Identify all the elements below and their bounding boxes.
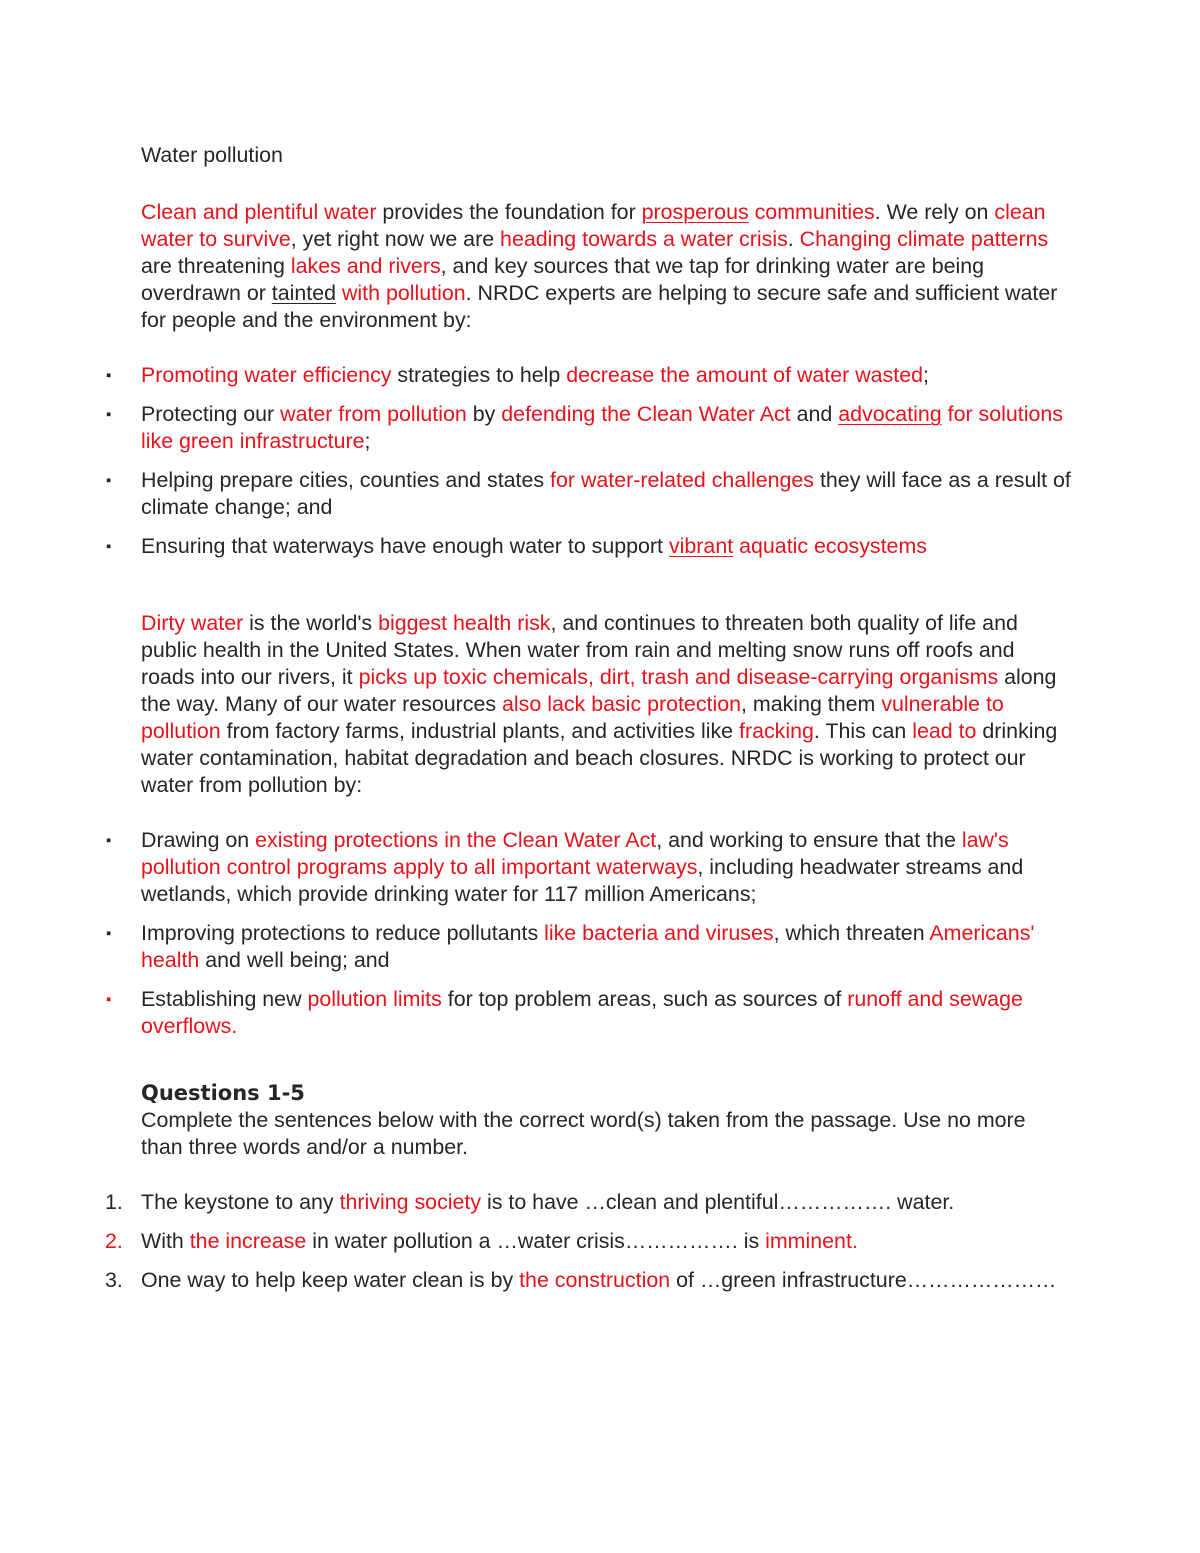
highlight-text: water from pollution [280,402,467,426]
body-text: Protecting our [141,402,281,426]
question-number: 1. [105,1190,123,1214]
body-text: in water pollution a …water crisis……………. is [306,1229,766,1253]
bullet-icon: ▪ [106,472,112,489]
body-text: The keystone to any [141,1190,340,1214]
questions-instructions: Complete the sentences below with the correct word(s) taken from the passage. Use no more than three words and/or a number. [141,1108,1026,1159]
highlight-text: Dirty water [141,611,244,635]
question-number: 2. [105,1229,123,1253]
body-text: from factory farms, industrial plants, and activities like [220,719,740,743]
underlined-highlight-text: prosperous [641,200,749,224]
underlined-highlight-text: advocating [838,402,942,426]
highlight-text: lakes and rivers [290,254,441,278]
list-item [106,533,1071,560]
highlight-text: the increase [189,1229,307,1253]
body-text: , and key sources that we tap for drinking water are being overdrawn or [141,254,985,305]
body-text: . [787,227,800,251]
highlight-text: thriving society [339,1190,482,1214]
body-text: , which threaten [773,921,930,945]
body-text: Establishing new [141,987,308,1011]
bullet-icon: ▪ [106,991,112,1008]
underlined-text: tainted [271,281,337,305]
highlight-text: Americans' health [141,921,1035,972]
bullet-icon: ▪ [106,832,112,849]
body-text: , yet right now we are [290,227,501,251]
body-text: provides the foundation for [376,200,642,224]
underlined-highlight-text: vibrant [668,534,734,558]
highlight-text: lead to [912,719,977,743]
highlight-text: the construction [519,1268,671,1292]
highlight-text: heading towards a water crisis [500,227,788,251]
list-item [106,467,1071,521]
highlight-text: existing protections in the Clean Water Act [255,828,657,852]
bullet-icon: ▪ [106,925,112,942]
list-item [106,986,1071,1040]
highlight-text: decrease the amount of water wasted [566,363,923,387]
body-text: is the world's [243,611,379,635]
body-text: strategies to help [391,363,567,387]
body-text: With [141,1229,190,1253]
body-text: along the way. Many of our water resources [141,665,1057,716]
highlight-text: picks up toxic chemicals, dirt, trash and disease-carrying organisms [358,665,999,689]
dirty-water-paragraph [141,610,1071,799]
highlight-text: biggest health risk [378,611,551,635]
bullet-icon: ▪ [106,538,112,555]
body-text: . This can [813,719,913,743]
highlight-text: law's pollution control programs apply to all important waterways [141,828,1009,879]
body-text: ; [364,429,371,453]
highlight-text: like bacteria and viruses [544,921,774,945]
list-item [106,362,1071,389]
highlight-text: fracking [739,719,814,743]
body-text: One way to help keep water clean is by [141,1268,520,1292]
body-text: ; [922,363,929,387]
intro-paragraph [141,199,1071,334]
question-number: 3. [105,1268,123,1292]
efficiency-bullet-list [106,362,1071,560]
bullet-icon: ▪ [106,406,112,423]
questions-heading: Questions 1-5 [141,1081,305,1105]
body-text: they will face as a result of climate change; and [141,468,1071,519]
highlight-text: Changing climate patterns [799,227,1049,251]
body-text: Improving protections to reduce pollutants [141,921,545,945]
highlight-text: aquatic ecosystems [733,534,927,558]
body-text: is to have …clean and plentiful……………. water. [481,1190,955,1214]
list-item [106,401,1071,455]
highlight-text: runoff and sewage overflows. [141,987,1023,1038]
body-text: . NRDC experts are helping to secure safe and sufficient water for people and the environment by: [141,281,1058,332]
body-text: and [790,402,839,426]
highlight-text: for water-related challenges [550,468,815,492]
body-text: , and working to ensure that the [656,828,962,852]
bullet-icon: ▪ [106,367,112,384]
question-item [105,1189,1071,1216]
body-text: of …green infrastructure………………… [670,1268,1057,1292]
body-text: , making them [741,692,882,716]
question-list [105,1189,1071,1294]
highlight-text: clean water to survive [141,200,1046,251]
highlight-text: imminent. [765,1229,858,1253]
question-item [105,1267,1071,1294]
body-text: are threatening [141,254,291,278]
highlight-text: with pollution [336,281,466,305]
highlight-text: also lack basic protection [502,692,742,716]
body-text: Ensuring that waterways have enough water to support [141,534,669,558]
document-page [105,142,1071,1306]
body-text: drinking water contamination, habitat degradation and beach closures. NRDC is working to protect our water from pollution by: [141,719,1058,797]
highlight-text: pollution limits [307,987,442,1011]
highlight-text: Promoting water efficiency [141,363,392,387]
body-text: by [466,402,502,426]
body-text: for top problem areas, such as sources of [441,987,848,1011]
body-text: , and continues to threaten both quality of life and public health in the United States. When water from rain and melting snow runs off roofs and roads into our rivers, it [141,611,1018,689]
body-text: . We rely on [874,200,995,224]
highlight-text: communities [748,200,875,224]
highlight-text: Clean and plentiful water [141,200,377,224]
protection-bullet-list [106,827,1071,1040]
highlight-text: defending the Clean Water Act [501,402,791,426]
list-item [106,827,1071,908]
highlight-text: vulnerable to pollution [141,692,1004,743]
highlight-text: for solutions like green infrastructure [141,402,1063,453]
question-item [105,1228,1071,1255]
list-item [106,920,1071,974]
body-text: Helping prepare cities, counties and states [141,468,551,492]
body-text: , including headwater streams and wetlands, which provide drinking water for 117 million Americans; [141,855,1024,906]
body-text: Drawing on [141,828,256,852]
document-title: Water pollution [141,143,283,167]
body-text: and well being; and [199,948,390,972]
